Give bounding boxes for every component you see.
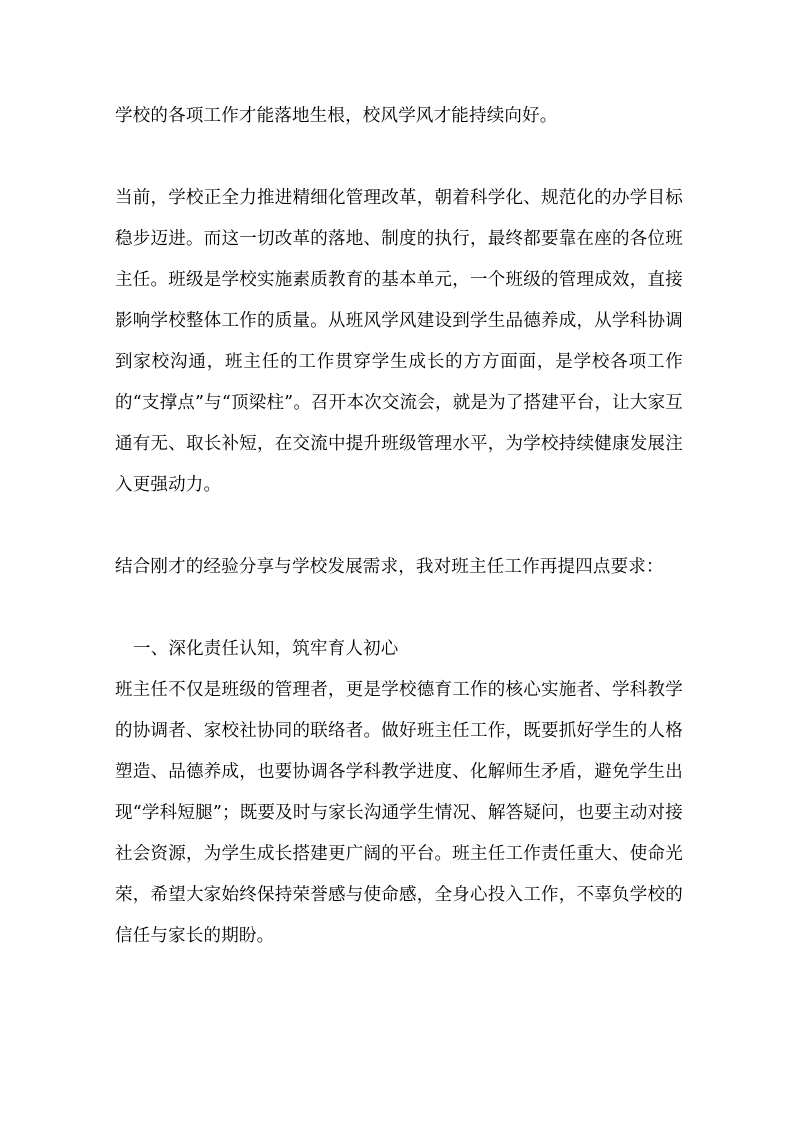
section-heading-one: 一、深化责任认知，筑牢育人初心	[133, 639, 399, 659]
paragraph-current-reform: 当前，学校正全力推进精细化管理改革，朝着科学化、规范化的办学目标稳步迈进。而这一切改革的落地、制度的执行，最终都要靠在座的各位班主任。班级是学校实施素质教育的基本单元，一个班级的管理成效，直接影响学校整体工作的质量。从班风学风建设到学生品德养成，从学科协调到家校沟通，班主任的工作贯穿学生成长的方方面面，是学校各项工作的“支撑点”与“顶梁柱”。召开本次交流会，就是为了搭建平台，让大家互通有无、取长补短，在交流中提升班级管理水平，为学校持续健康发展注入更强动力。	[115, 188, 683, 495]
paragraph-section-one-body: 班主任不仅是班级的管理者，更是学校德育工作的核心实施者、学科教学的协调者、家校社协同的联络者。做好班主任工作，既要抓好学生的人格塑造、品德养成，也要协调各学科教学进度、化解师生矛盾，避免学生出现“学科短腿”；既要及时与家长沟通学生情况、解答疑问，也要主动对接社会资源，为学生成长搭建更广阔的平台。班主任工作责任重大、使命光荣，希望大家始终保持荣誉感与使命感，全身心投入工作，不辜负学校的信任与家长的期盼。	[115, 680, 683, 946]
paragraph-opening: 学校的各项工作才能落地生根，校风学风才能持续向好。	[115, 106, 558, 126]
document-body	[115, 96, 683, 957]
paragraph-spacer	[115, 506, 683, 547]
paragraph-spacer	[115, 588, 683, 629]
paragraph-four-requirements-lead: 结合刚才的经验分享与学校发展需求，我对班主任工作再提四点要求：	[115, 557, 664, 577]
paragraph-spacer	[115, 137, 683, 178]
